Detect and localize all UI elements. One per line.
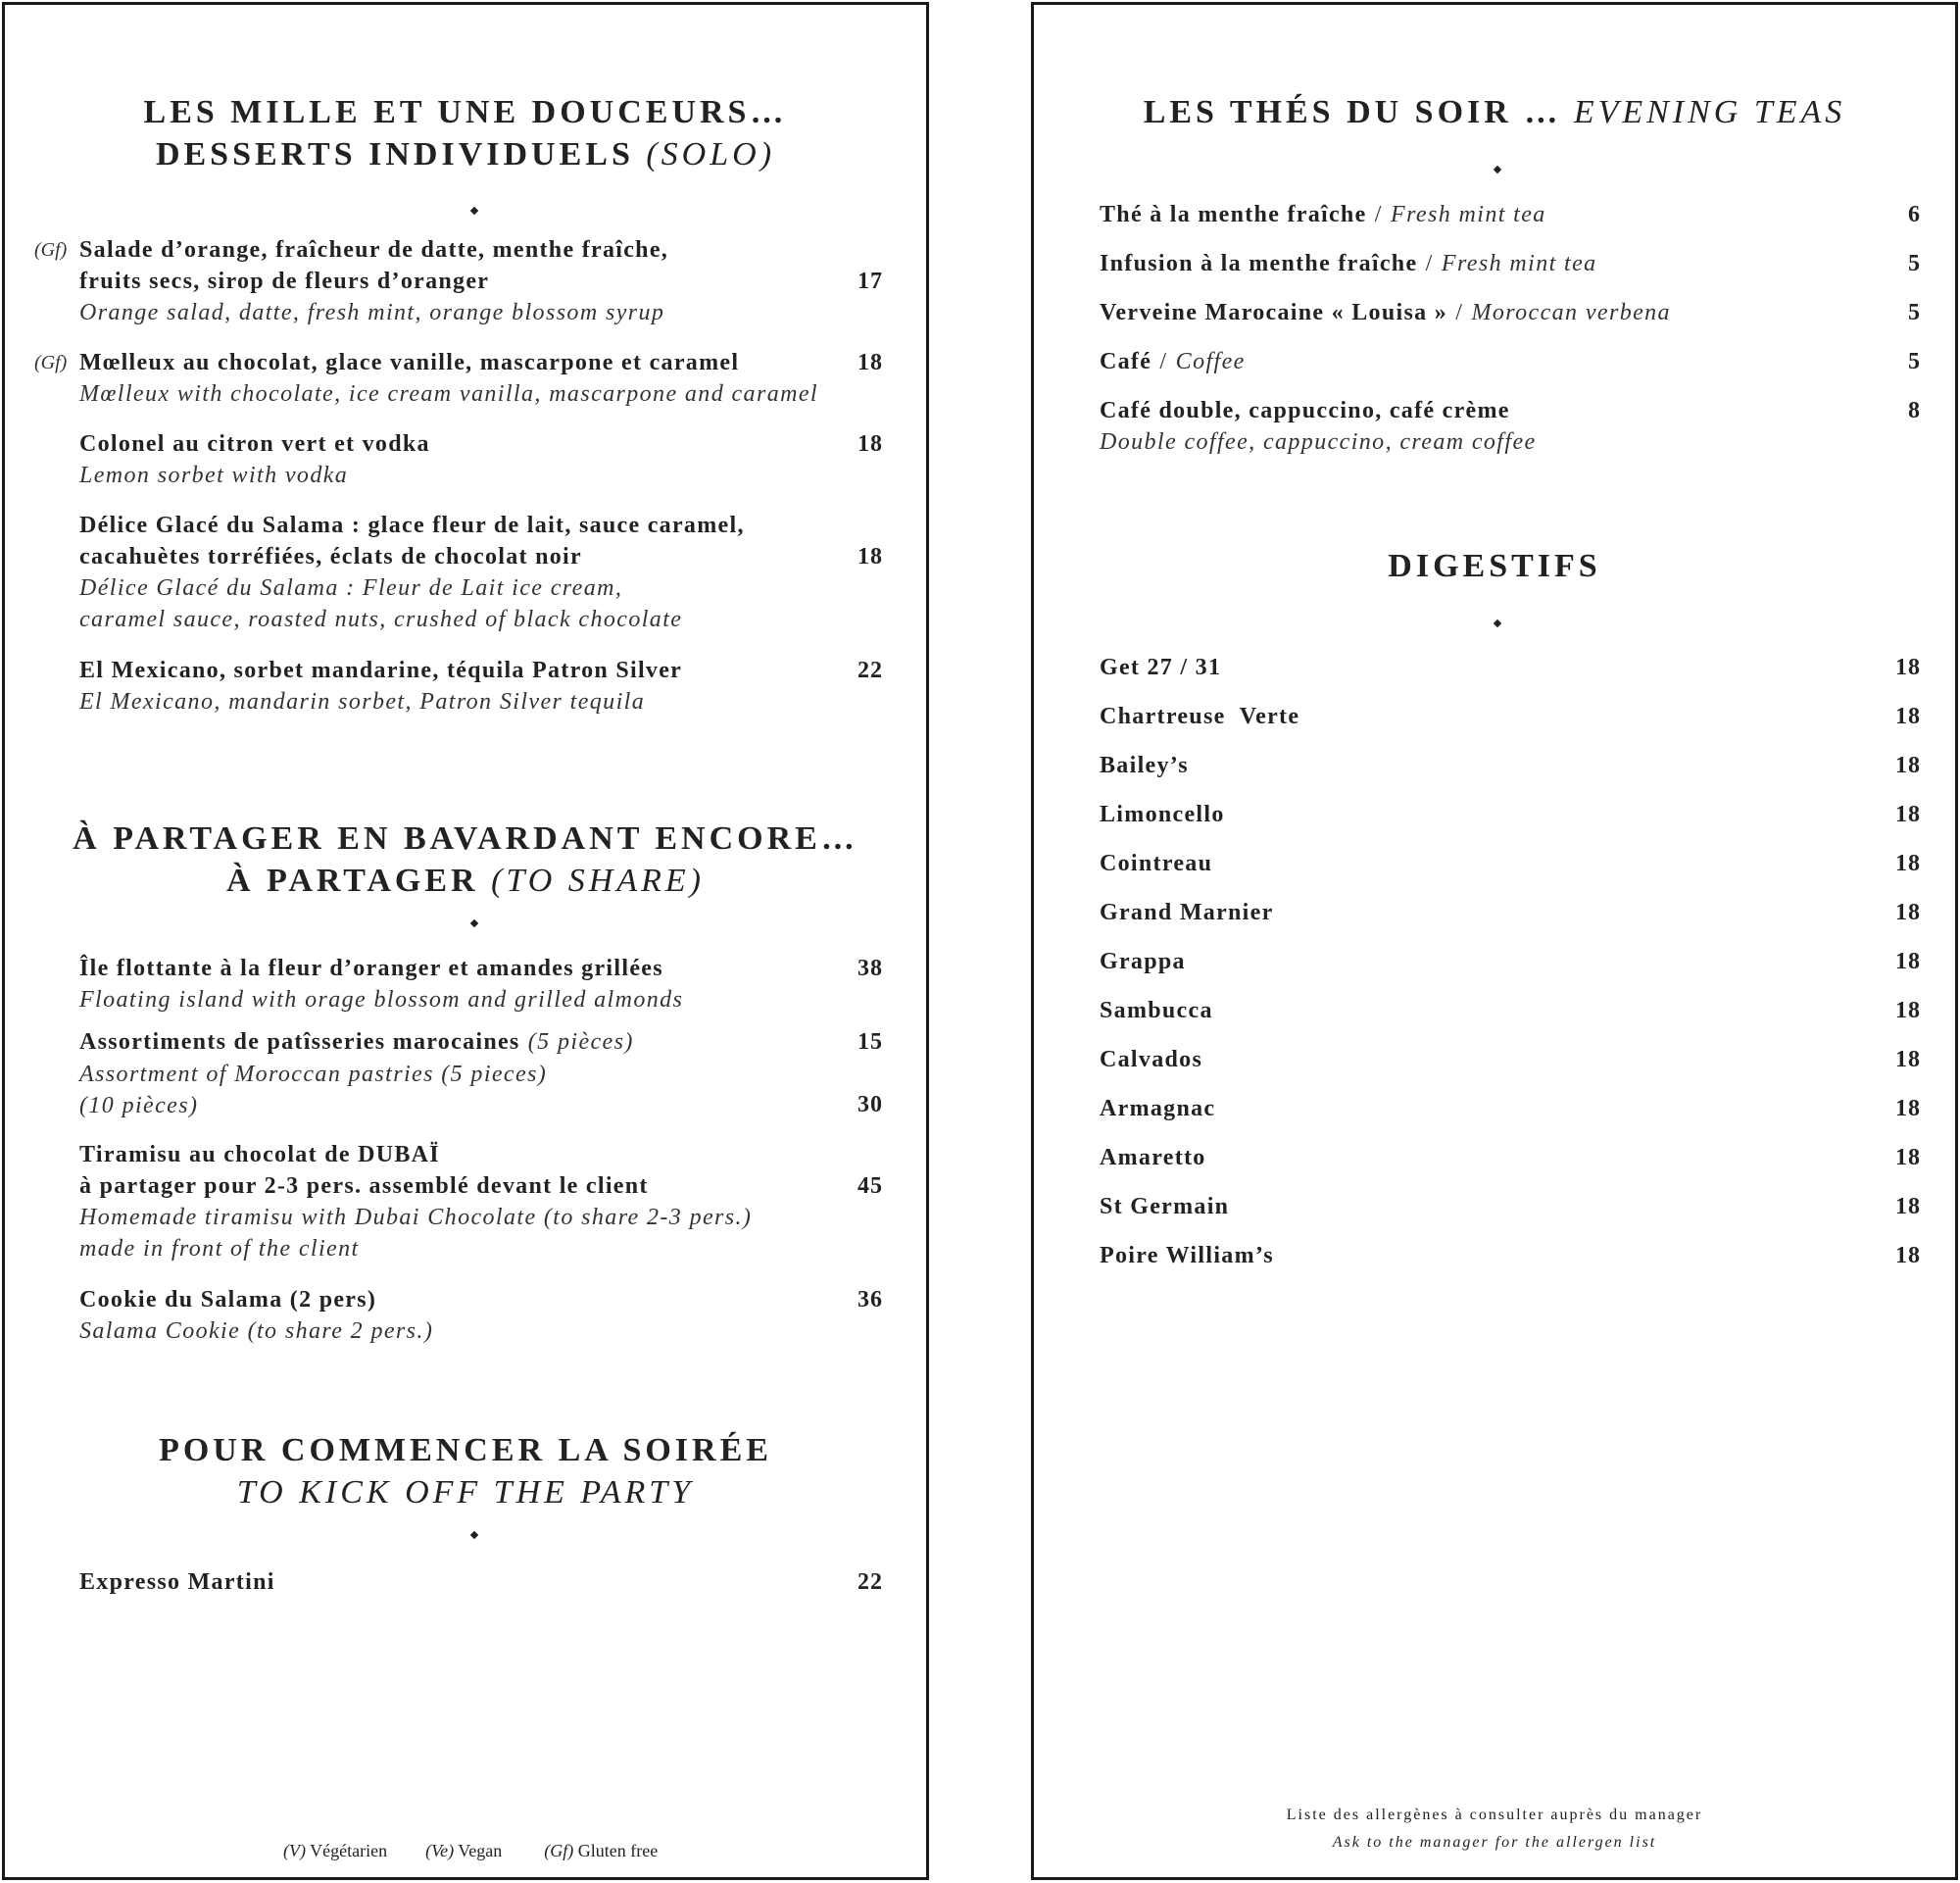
digestif-name: Armagnac <box>1100 1096 1216 1121</box>
divider-diamond-icon <box>470 1531 478 1539</box>
left-menu-page <box>2 2 929 1880</box>
item-description-cont: (10 pièces) <box>79 1093 199 1118</box>
item-price: 8 <box>1908 398 1921 423</box>
item-price: 22 <box>858 1569 883 1595</box>
menu-item <box>79 1284 883 1347</box>
section-title-main: DIGESTIFS <box>1388 548 1601 584</box>
digestif-name: Limoncello <box>1100 802 1225 827</box>
right-menu-page <box>1031 2 1958 1880</box>
item-price: 6 <box>1908 202 1921 227</box>
item-name: Colonel au citron vert et vodka <box>79 431 430 457</box>
item-description: Double coffee, cappuccino, cream coffee <box>1100 429 1537 455</box>
digestif-item <box>1100 1142 1928 1173</box>
section-title-line2: DESSERTS INDIVIDUELS <box>155 136 634 173</box>
digestif-name: Cointreau <box>1100 851 1213 876</box>
item-description: Homemade tiramisu with Dubai Chocolate (to share 2-3 pers.) <box>79 1205 753 1230</box>
digestif-item <box>1100 750 1928 781</box>
item-description: Mœlleux with chocolate, ice cream vanilla, mascarpone and caramel <box>79 381 818 407</box>
item-separator: / <box>1159 349 1168 374</box>
item-separator: / <box>1425 251 1434 276</box>
item-description: Fresh mint tea <box>1441 251 1597 276</box>
digestif-item <box>1100 946 1928 977</box>
section-title-line1: LES MILLE ET UNE DOUCEURS… <box>143 94 788 130</box>
digestif-item <box>1100 652 1928 683</box>
section-title-line2: À PARTAGER <box>226 863 479 899</box>
item-name: Café double, cappuccino, café crème <box>1100 398 1510 423</box>
item-name-line <box>79 1026 883 1059</box>
menu-item <box>34 347 883 410</box>
section-title-desserts <box>5 91 926 175</box>
legend-tag-vegan: (Ve) <box>425 1841 455 1860</box>
digestif-name: Grand Marnier <box>1100 900 1274 925</box>
item-name: Thé à la menthe fraîche <box>1100 202 1367 227</box>
legend-tag-gluten-free: (Gf) <box>544 1841 574 1860</box>
item-description: Orange salad, datte, fresh mint, orange blossom syrup <box>79 300 665 325</box>
digestif-item <box>1100 848 1928 879</box>
section-title-line1: POUR COMMENCER LA SOIRÉE <box>159 1432 772 1468</box>
item-name-cont: fruits secs, sirop de fleurs d’oranger <box>79 269 490 294</box>
section-title-main: LES THÉS DU SOIR … <box>1143 94 1562 130</box>
item-description: Salama Cookie (to share 2 pers.) <box>79 1318 434 1344</box>
item-price: 22 <box>858 658 883 683</box>
item-description: Assortment of Moroccan pastries (5 pieces) <box>79 1062 548 1087</box>
menu-item <box>1100 395 1928 458</box>
item-name: Délice Glacé du Salama : glace fleur de lait, sauce caramel, <box>79 513 745 538</box>
item-name-cont: cacahuètes torréfiées, éclats de chocolat noir <box>79 544 582 570</box>
menu-item <box>79 510 883 635</box>
digestif-item <box>1100 995 1928 1026</box>
allergen-note-fr: Liste des allergènes à consulter auprès du manager <box>1286 1807 1703 1823</box>
gluten-free-tag: (Gf) <box>34 239 68 261</box>
digestif-name: Amaretto <box>1100 1145 1206 1170</box>
legend-label-gluten-free: Gluten free <box>577 1841 659 1860</box>
menu-item <box>34 234 883 328</box>
item-name: Mœlleux au chocolat, glace vanille, mascarpone et caramel <box>79 350 740 375</box>
digestif-name: Bailey’s <box>1100 753 1189 778</box>
item-name: El Mexicano, sorbet mandarine, téquila Patron Silver <box>79 658 683 683</box>
digestif-name: St Germain <box>1100 1194 1230 1219</box>
item-name: Verveine Marocaine « Louisa » <box>1100 300 1448 325</box>
digestif-item <box>1100 799 1928 830</box>
item-name: Assortiments de patîsseries marocaines <box>79 1029 520 1055</box>
digestif-price: 18 <box>1895 900 1921 925</box>
digestif-name: Calvados <box>1100 1047 1203 1072</box>
digestif-name: Poire William’s <box>1100 1243 1274 1268</box>
item-description: Fresh mint tea <box>1391 202 1546 227</box>
legend-label-vegetarian: Végétarien <box>310 1841 388 1860</box>
divider-diamond-icon <box>470 919 478 927</box>
item-description-cont: caramel sauce, roasted nuts, crushed of black chocolate <box>79 607 683 632</box>
item-price: 18 <box>858 350 883 375</box>
item-name: Cookie du Salama (2 pers) <box>79 1287 377 1313</box>
section-title-digestifs <box>1034 545 1955 587</box>
item-name: Tiramisu au chocolat de DUBAÏ <box>79 1142 440 1167</box>
digestif-price: 18 <box>1895 949 1921 974</box>
menu-item <box>79 655 883 718</box>
item-price: 45 <box>858 1173 883 1199</box>
digestif-name: Sambucca <box>1100 998 1213 1023</box>
allergen-footer <box>1034 1802 1955 1857</box>
item-description: Coffee <box>1175 349 1246 374</box>
legend-label-vegan: Vegan <box>458 1841 503 1860</box>
digestif-name: Chartreuse Verte <box>1100 704 1300 729</box>
item-price: 5 <box>1908 300 1921 325</box>
digestif-name: Get 27 / 31 <box>1100 655 1222 680</box>
item-description: Floating island with orage blossom and grilled almonds <box>79 987 684 1013</box>
item-name: Île flottante à la fleur d’oranger et amandes grillées <box>79 956 663 981</box>
item-description: El Mexicano, mandarin sorbet, Patron Silver tequila <box>79 689 646 715</box>
digestif-name: Grappa <box>1100 949 1186 974</box>
item-price: 17 <box>858 269 883 294</box>
item-price: 15 <box>858 1029 883 1055</box>
legend-tag-vegetarian: (V) <box>283 1841 306 1860</box>
section-title-share <box>5 818 926 902</box>
section-title-italic: EVENING TEAS <box>1573 94 1846 130</box>
digestif-item <box>1100 897 1928 928</box>
digestif-item <box>1100 1044 1928 1075</box>
digestif-price: 18 <box>1895 1096 1921 1121</box>
item-name: Café <box>1100 349 1152 374</box>
section-title-line2-italic: (TO SHARE) <box>491 863 705 899</box>
digestif-item <box>1100 701 1928 732</box>
menu-item <box>1100 199 1928 231</box>
menu-item <box>79 428 883 491</box>
digestif-item <box>1100 1191 1928 1222</box>
digestif-price: 18 <box>1895 851 1921 876</box>
item-name-qty: (5 pièces) <box>527 1029 634 1055</box>
section-title-line2-italic: TO KICK OFF THE PARTY <box>236 1474 695 1511</box>
item-description-cont: made in front of the client <box>79 1236 360 1262</box>
digestif-price: 18 <box>1895 753 1921 778</box>
section-title-teas <box>1034 91 1955 133</box>
digestif-price: 18 <box>1895 802 1921 827</box>
menu-item <box>1100 248 1928 280</box>
divider-diamond-icon <box>1494 166 1501 173</box>
item-description: Lemon sorbet with vodka <box>79 463 349 488</box>
digestif-price: 18 <box>1895 704 1921 729</box>
digestif-item <box>1100 1240 1928 1271</box>
item-price: 5 <box>1908 349 1921 374</box>
digestif-price: 18 <box>1895 655 1921 680</box>
item-separator: / <box>1455 300 1464 325</box>
item-description: Moroccan verbena <box>1471 300 1671 325</box>
menu-item <box>79 1566 883 1598</box>
divider-diamond-icon <box>1494 619 1501 627</box>
item-separator: / <box>1374 202 1383 227</box>
digestif-price: 18 <box>1895 1194 1921 1219</box>
item-name: Salade d’orange, fraîcheur de datte, menthe fraîche, <box>79 237 669 263</box>
section-title-line2-italic: (SOLO) <box>646 136 776 173</box>
section-title-line1: À PARTAGER EN BAVARDANT ENCORE… <box>73 820 858 857</box>
digestif-item <box>1100 1093 1928 1124</box>
item-price: 18 <box>858 431 883 457</box>
allergen-note-en: Ask to the manager for the allergen list <box>1332 1834 1657 1851</box>
section-title-kickoff <box>5 1429 926 1513</box>
gluten-free-tag: (Gf) <box>34 352 68 373</box>
menu-item <box>1100 346 1928 378</box>
dietary-legend <box>283 1841 658 1861</box>
menu-item <box>79 953 883 1016</box>
menu-item <box>79 1026 883 1121</box>
item-name-cont: à partager pour 2-3 pers. assemblé devant le client <box>79 1173 649 1199</box>
digestif-price: 18 <box>1895 998 1921 1023</box>
item-name: Infusion à la menthe fraîche <box>1100 251 1418 276</box>
digestif-price: 18 <box>1895 1047 1921 1072</box>
menu-item <box>79 1139 883 1264</box>
item-description: Délice Glacé du Salama : Fleur de Lait ice cream, <box>79 575 623 601</box>
divider-diamond-icon <box>470 207 478 215</box>
item-price: 5 <box>1908 251 1921 276</box>
item-price: 38 <box>858 956 883 981</box>
digestif-price: 18 <box>1895 1243 1921 1268</box>
digestif-price: 18 <box>1895 1145 1921 1170</box>
menu-item <box>1100 297 1928 329</box>
item-price-alt: 30 <box>858 1092 883 1117</box>
item-price: 18 <box>858 544 883 570</box>
item-name: Expresso Martini <box>79 1569 275 1595</box>
item-price: 36 <box>858 1287 883 1313</box>
